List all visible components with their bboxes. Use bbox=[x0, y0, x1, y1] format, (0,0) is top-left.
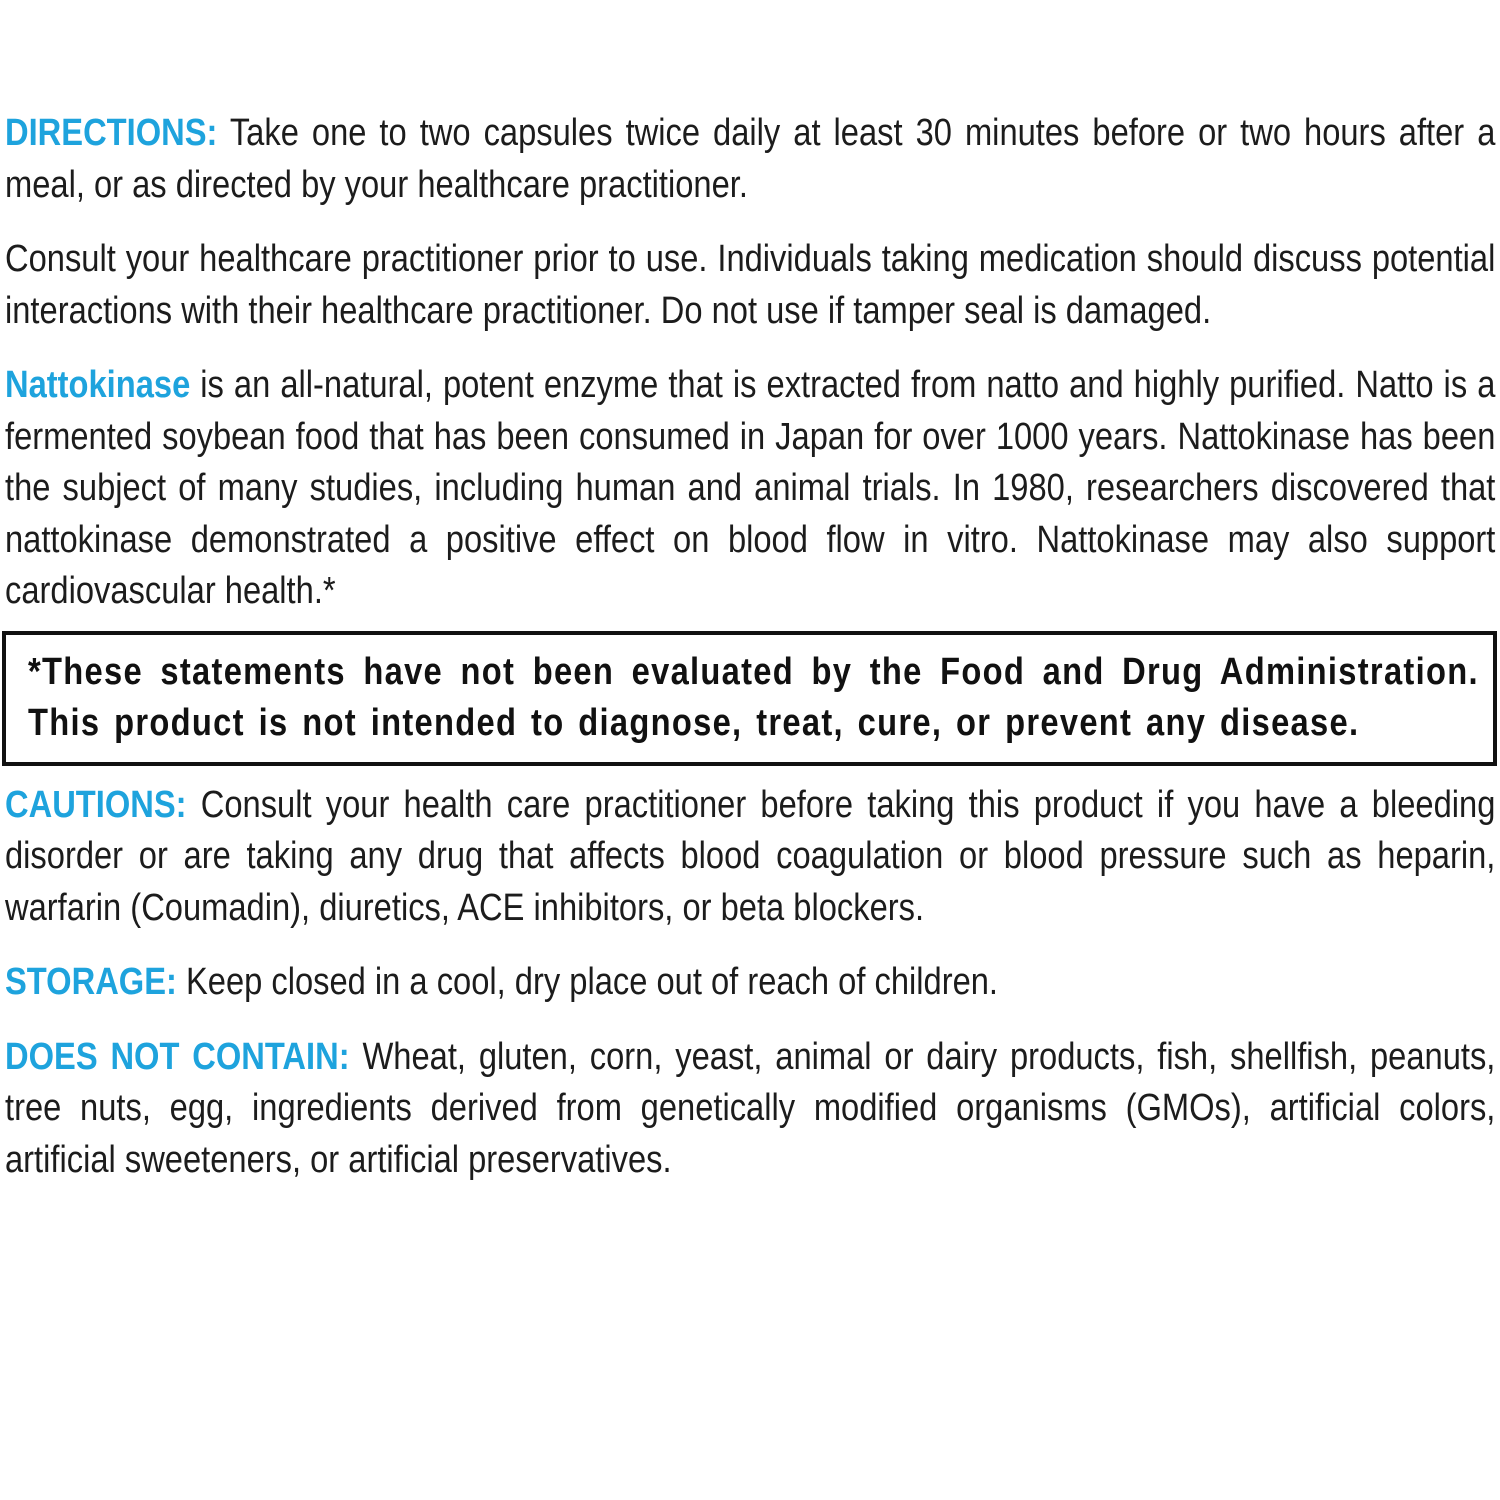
consult-paragraph: Consult your healthcare practitioner prior to use. Individuals taking medication should discuss potential interactions with their healthcare practitioner. Do not use if tamper seal is damaged. bbox=[5, 238, 1496, 332]
cautions-paragraph bbox=[5, 780, 1495, 935]
directions-text: Take one to two capsules twice daily at least 30 minutes before or two hours after a meal, or as directed by your healthcare practitioner. bbox=[5, 112, 1496, 206]
does-not-contain-text: Wheat, gluten, corn, yeast, animal or dairy products, fish, shellfish, peanuts, tree nuts, egg, ingredients derived from genetically modified organisms (GMOs), artificial colors, artificial sweeteners, or artificial preservatives. bbox=[5, 1035, 1496, 1181]
storage-paragraph bbox=[5, 957, 1495, 1009]
storage-heading: STORAGE: bbox=[5, 961, 177, 1003]
fda-disclaimer-text: *These statements have not been evaluated by the Food and Drug Administration. This product is not intended to diagnose, treat, cure, or prevent any disease. bbox=[28, 650, 1479, 744]
cautions-heading: CAUTIONS: bbox=[5, 783, 187, 826]
storage-text: Keep closed in a cool, dry place out of reach of children. bbox=[176, 961, 999, 1003]
cautions-text: Consult your health care practitioner before taking this product if you have a bleeding disorder or are taking any drug that affects blood coagulation or blood pressure such as heparin, warfarin (Coumadin), diuretics, ACE inhibitors, or beta blockers. bbox=[5, 783, 1496, 929]
supplement-label-panel bbox=[5, 108, 1495, 1209]
nattokinase-heading: Nattokinase bbox=[5, 364, 191, 406]
nattokinase-text: is an all-natural, potent enzyme that is extracted from natto and highly purified. Natto is a fermented soybean food that has been consumed in Japan for over 1000 years. Nattokinase has been the subject of many studies, including human and animal trials. In 1980, researchers discovered that nattokinase demonstrated a positive effect on blood flow in vitro. Nattokinase may also support cardiovascular health.* bbox=[5, 364, 1496, 612]
directions-heading: DIRECTIONS: bbox=[5, 112, 218, 154]
directions-paragraph bbox=[5, 108, 1495, 211]
does-not-contain-paragraph bbox=[5, 1032, 1495, 1187]
fda-disclaimer-box bbox=[2, 631, 1497, 766]
does-not-contain-heading: DOES NOT CONTAIN: bbox=[5, 1035, 350, 1078]
nattokinase-paragraph bbox=[5, 360, 1495, 618]
